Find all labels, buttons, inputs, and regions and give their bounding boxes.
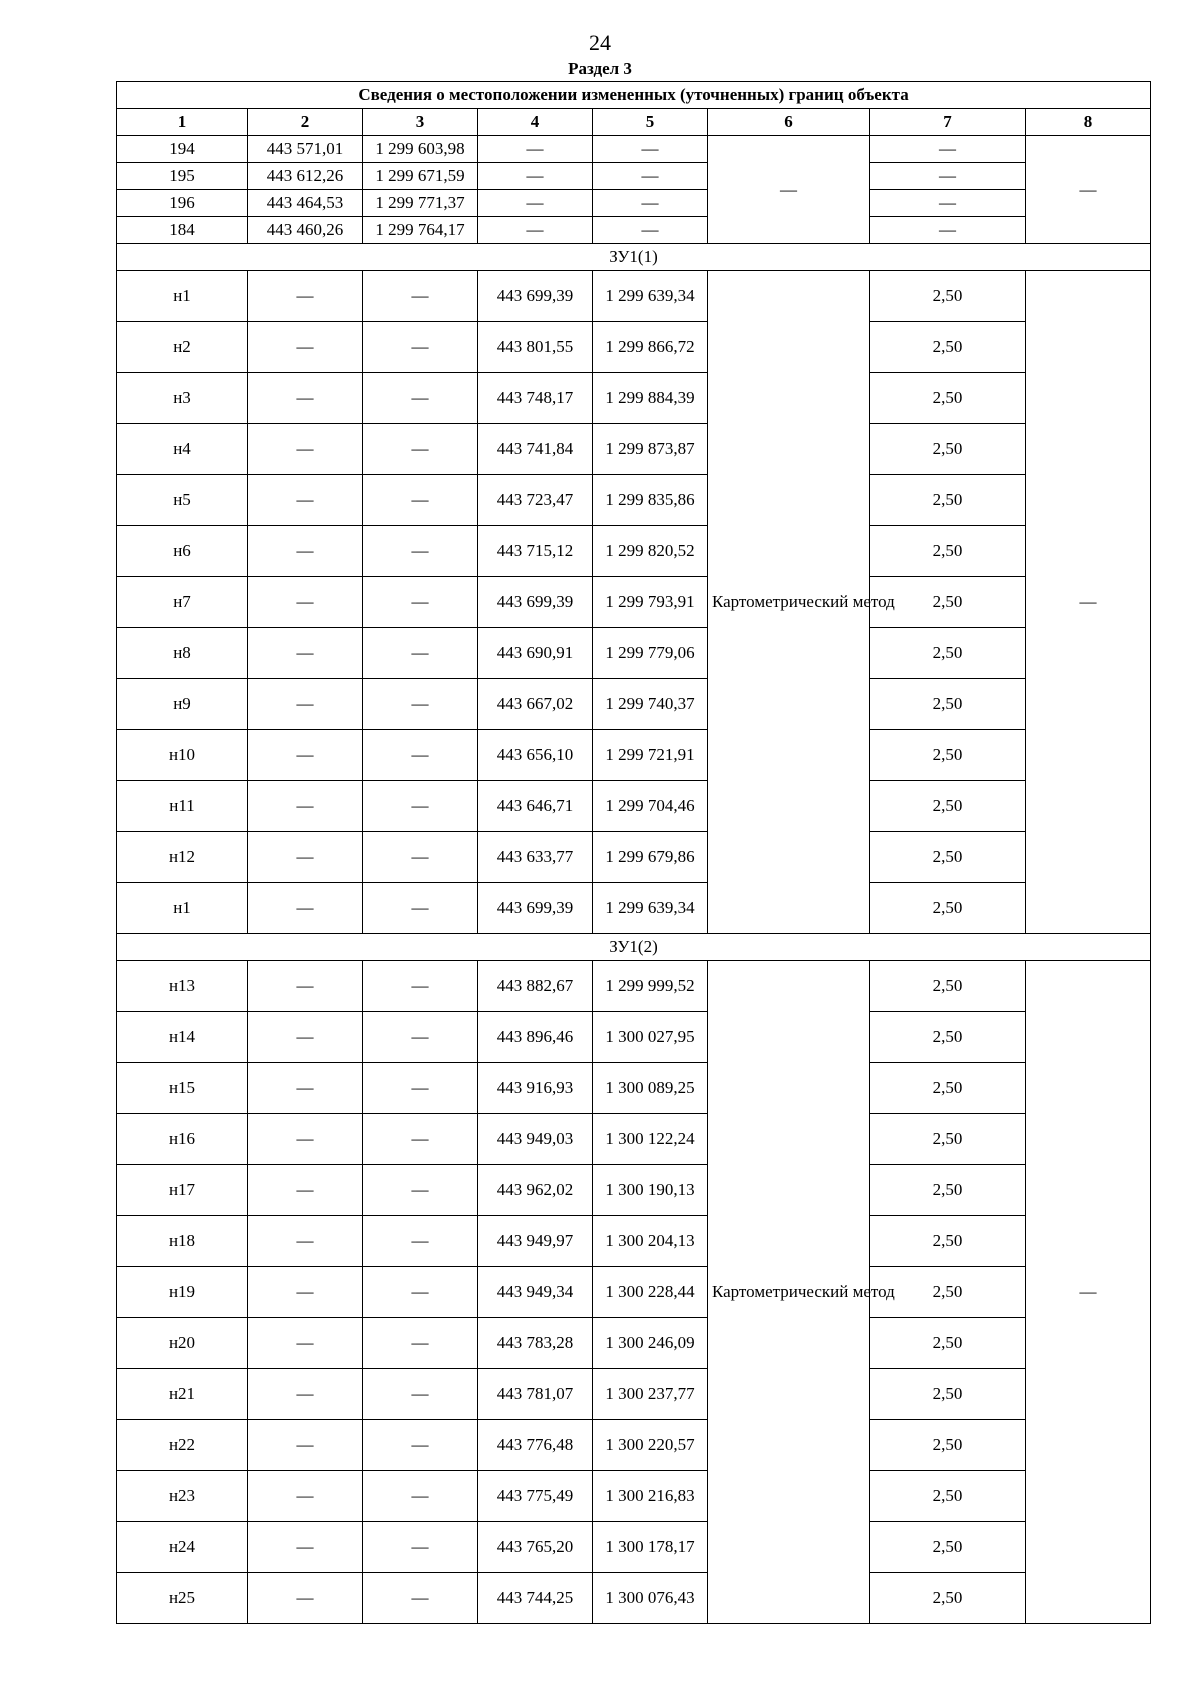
accuracy-value: 2,50	[870, 577, 1026, 628]
point-number: н11	[117, 781, 248, 832]
table-row	[117, 961, 1151, 1012]
x-new-value: 443 949,03	[478, 1114, 593, 1165]
table-row	[117, 217, 1151, 244]
y-old-value: —	[363, 271, 478, 322]
x-old-value: —	[248, 1165, 363, 1216]
table-caption: Сведения о местоположении измененных (уточненных) границ объекта	[117, 82, 1151, 109]
group-header-row	[117, 244, 1151, 271]
point-number: 194	[117, 136, 248, 163]
x-old-value: —	[248, 322, 363, 373]
y-old-value: 1 299 671,59	[363, 163, 478, 190]
y-new-value: 1 300 220,57	[593, 1420, 708, 1471]
table-row	[117, 1165, 1151, 1216]
table-row	[117, 1471, 1151, 1522]
column-number: 2	[248, 109, 363, 136]
point-number: н18	[117, 1216, 248, 1267]
accuracy-value: 2,50	[870, 961, 1026, 1012]
accuracy-value: —	[870, 163, 1026, 190]
accuracy-value: —	[870, 217, 1026, 244]
accuracy-value: 2,50	[870, 424, 1026, 475]
table-row	[117, 1420, 1151, 1471]
group-label: ЗУ1(2)	[117, 934, 1151, 961]
section-title: Раздел 3	[568, 59, 632, 78]
accuracy-value: 2,50	[870, 271, 1026, 322]
x-new-value: 443 744,25	[478, 1573, 593, 1624]
y-old-value: —	[363, 730, 478, 781]
table-row	[117, 832, 1151, 883]
y-new-value: 1 300 122,24	[593, 1114, 708, 1165]
y-new-value: 1 299 721,91	[593, 730, 708, 781]
point-number: н3	[117, 373, 248, 424]
accuracy-value: 2,50	[870, 1573, 1026, 1624]
column-number-row	[117, 109, 1151, 136]
x-new-value: 443 741,84	[478, 424, 593, 475]
x-new-value: 443 781,07	[478, 1369, 593, 1420]
y-old-value: —	[363, 1471, 478, 1522]
x-old-value: —	[248, 1471, 363, 1522]
y-new-value: 1 300 190,13	[593, 1165, 708, 1216]
y-old-value: —	[363, 1369, 478, 1420]
x-new-value: 443 656,10	[478, 730, 593, 781]
y-new-value: 1 300 228,44	[593, 1267, 708, 1318]
point-number: н1	[117, 883, 248, 934]
x-old-value: —	[248, 781, 363, 832]
table-row	[117, 475, 1151, 526]
x-new-value: —	[478, 136, 593, 163]
y-new-value: 1 299 999,52	[593, 961, 708, 1012]
x-old-value: —	[248, 1420, 363, 1471]
y-old-value: —	[363, 961, 478, 1012]
table-row	[117, 1369, 1151, 1420]
x-new-value: 443 949,34	[478, 1267, 593, 1318]
x-new-value: 443 723,47	[478, 475, 593, 526]
accuracy-value: 2,50	[870, 628, 1026, 679]
point-number: 184	[117, 217, 248, 244]
group-label: ЗУ1(1)	[117, 244, 1151, 271]
table-row	[117, 1267, 1151, 1318]
y-new-value: —	[593, 136, 708, 163]
x-old-value: —	[248, 1114, 363, 1165]
y-new-value: 1 300 089,25	[593, 1063, 708, 1114]
y-new-value: 1 299 740,37	[593, 679, 708, 730]
y-new-value: 1 300 237,77	[593, 1369, 708, 1420]
description-cell: —	[1026, 271, 1151, 934]
x-old-value: —	[248, 1063, 363, 1114]
x-old-value: 443 460,26	[248, 217, 363, 244]
table-row	[117, 577, 1151, 628]
y-old-value: —	[363, 526, 478, 577]
y-new-value: 1 300 216,83	[593, 1471, 708, 1522]
y-new-value: 1 299 639,34	[593, 883, 708, 934]
point-number: н6	[117, 526, 248, 577]
page-number: 24	[589, 30, 611, 55]
point-number: н22	[117, 1420, 248, 1471]
point-number: н10	[117, 730, 248, 781]
point-number: н15	[117, 1063, 248, 1114]
accuracy-value: 2,50	[870, 1522, 1026, 1573]
accuracy-value: 2,50	[870, 373, 1026, 424]
x-new-value: 443 699,39	[478, 883, 593, 934]
accuracy-value: 2,50	[870, 679, 1026, 730]
y-old-value: —	[363, 679, 478, 730]
x-new-value: 443 882,67	[478, 961, 593, 1012]
y-old-value: —	[363, 322, 478, 373]
column-number: 6	[708, 109, 870, 136]
x-old-value: —	[248, 526, 363, 577]
y-new-value: —	[593, 163, 708, 190]
y-new-value: 1 299 639,34	[593, 271, 708, 322]
accuracy-value: 2,50	[870, 526, 1026, 577]
accuracy-value: 2,50	[870, 1165, 1026, 1216]
method-cell: Картометрический метод	[708, 271, 870, 934]
x-old-value: 443 571,01	[248, 136, 363, 163]
x-new-value: 443 667,02	[478, 679, 593, 730]
method-cell: Картометрический метод	[708, 961, 870, 1624]
column-number: 4	[478, 109, 593, 136]
table-row	[117, 271, 1151, 322]
y-old-value: —	[363, 628, 478, 679]
x-old-value: —	[248, 679, 363, 730]
y-new-value: —	[593, 217, 708, 244]
boundary-coordinates-table	[116, 81, 1151, 1624]
y-old-value: 1 299 764,17	[363, 217, 478, 244]
x-new-value: 443 748,17	[478, 373, 593, 424]
y-old-value: —	[363, 1522, 478, 1573]
y-old-value: —	[363, 475, 478, 526]
accuracy-value: 2,50	[870, 1471, 1026, 1522]
x-old-value: —	[248, 1318, 363, 1369]
table-row	[117, 163, 1151, 190]
point-number: н17	[117, 1165, 248, 1216]
point-number: н12	[117, 832, 248, 883]
column-number: 5	[593, 109, 708, 136]
x-new-value: 443 783,28	[478, 1318, 593, 1369]
table-caption-row	[117, 82, 1151, 109]
y-old-value: 1 299 603,98	[363, 136, 478, 163]
accuracy-value: 2,50	[870, 1267, 1026, 1318]
accuracy-value: 2,50	[870, 1318, 1026, 1369]
point-number: н13	[117, 961, 248, 1012]
y-old-value: —	[363, 1267, 478, 1318]
table-row	[117, 424, 1151, 475]
point-number: н14	[117, 1012, 248, 1063]
y-new-value: 1 300 246,09	[593, 1318, 708, 1369]
table-row	[117, 883, 1151, 934]
table-row	[117, 136, 1151, 163]
table-row	[117, 1522, 1151, 1573]
accuracy-value: 2,50	[870, 1012, 1026, 1063]
x-old-value: —	[248, 475, 363, 526]
table-row	[117, 730, 1151, 781]
x-old-value: —	[248, 1012, 363, 1063]
x-old-value: —	[248, 1369, 363, 1420]
y-new-value: 1 299 679,86	[593, 832, 708, 883]
y-old-value: —	[363, 832, 478, 883]
x-new-value: 443 633,77	[478, 832, 593, 883]
y-new-value: 1 299 779,06	[593, 628, 708, 679]
description-cell: —	[1026, 136, 1151, 244]
accuracy-value: —	[870, 190, 1026, 217]
table-row	[117, 1216, 1151, 1267]
y-old-value: —	[363, 1216, 478, 1267]
accuracy-value: 2,50	[870, 1063, 1026, 1114]
accuracy-value: 2,50	[870, 475, 1026, 526]
x-new-value: —	[478, 190, 593, 217]
table-row	[117, 1012, 1151, 1063]
point-number: н23	[117, 1471, 248, 1522]
x-new-value: 443 916,93	[478, 1063, 593, 1114]
table-row	[117, 373, 1151, 424]
x-old-value: —	[248, 271, 363, 322]
y-new-value: 1 299 835,86	[593, 475, 708, 526]
y-new-value: 1 300 178,17	[593, 1522, 708, 1573]
point-number: н25	[117, 1573, 248, 1624]
x-old-value: 443 612,26	[248, 163, 363, 190]
x-old-value: —	[248, 1267, 363, 1318]
table-row	[117, 628, 1151, 679]
accuracy-value: —	[870, 136, 1026, 163]
y-new-value: —	[593, 190, 708, 217]
accuracy-value: 2,50	[870, 781, 1026, 832]
y-old-value: 1 299 771,37	[363, 190, 478, 217]
x-new-value: 443 949,97	[478, 1216, 593, 1267]
column-number: 8	[1026, 109, 1151, 136]
x-new-value: 443 690,91	[478, 628, 593, 679]
column-number: 1	[117, 109, 248, 136]
point-number: н7	[117, 577, 248, 628]
x-new-value: 443 699,39	[478, 271, 593, 322]
x-old-value: —	[248, 1216, 363, 1267]
x-new-value: 443 896,46	[478, 1012, 593, 1063]
y-old-value: —	[363, 1165, 478, 1216]
x-old-value: —	[248, 832, 363, 883]
accuracy-value: 2,50	[870, 730, 1026, 781]
point-number: н8	[117, 628, 248, 679]
column-number: 3	[363, 109, 478, 136]
y-old-value: —	[363, 577, 478, 628]
y-old-value: —	[363, 1420, 478, 1471]
point-number: н16	[117, 1114, 248, 1165]
x-new-value: 443 801,55	[478, 322, 593, 373]
point-number: 196	[117, 190, 248, 217]
y-old-value: —	[363, 1012, 478, 1063]
point-number: н21	[117, 1369, 248, 1420]
table-row	[117, 1573, 1151, 1624]
table-row	[117, 1114, 1151, 1165]
point-number: н1	[117, 271, 248, 322]
y-new-value: 1 299 820,52	[593, 526, 708, 577]
x-old-value: —	[248, 883, 363, 934]
x-new-value: 443 775,49	[478, 1471, 593, 1522]
x-new-value: 443 715,12	[478, 526, 593, 577]
x-new-value: 443 699,39	[478, 577, 593, 628]
method-cell: —	[708, 136, 870, 244]
x-new-value: 443 765,20	[478, 1522, 593, 1573]
accuracy-value: 2,50	[870, 1114, 1026, 1165]
point-number: н2	[117, 322, 248, 373]
table-row	[117, 781, 1151, 832]
x-old-value: —	[248, 1573, 363, 1624]
y-old-value: —	[363, 781, 478, 832]
point-number: н9	[117, 679, 248, 730]
table-row	[117, 679, 1151, 730]
accuracy-value: 2,50	[870, 1369, 1026, 1420]
x-old-value: —	[248, 730, 363, 781]
y-new-value: 1 299 866,72	[593, 322, 708, 373]
column-number: 7	[870, 109, 1026, 136]
y-new-value: 1 299 793,91	[593, 577, 708, 628]
x-old-value: —	[248, 961, 363, 1012]
y-old-value: —	[363, 1318, 478, 1369]
y-old-value: —	[363, 1114, 478, 1165]
x-old-value: —	[248, 577, 363, 628]
y-old-value: —	[363, 424, 478, 475]
y-new-value: 1 299 884,39	[593, 373, 708, 424]
y-old-value: —	[363, 1573, 478, 1624]
x-new-value: —	[478, 163, 593, 190]
table-row	[117, 1318, 1151, 1369]
x-old-value: —	[248, 628, 363, 679]
x-old-value: 443 464,53	[248, 190, 363, 217]
y-new-value: 1 299 704,46	[593, 781, 708, 832]
point-number: н19	[117, 1267, 248, 1318]
description-cell: —	[1026, 961, 1151, 1624]
x-old-value: —	[248, 373, 363, 424]
x-new-value: 443 776,48	[478, 1420, 593, 1471]
accuracy-value: 2,50	[870, 1216, 1026, 1267]
y-new-value: 1 300 204,13	[593, 1216, 708, 1267]
x-old-value: —	[248, 424, 363, 475]
accuracy-value: 2,50	[870, 1420, 1026, 1471]
point-number: 195	[117, 163, 248, 190]
table-row	[117, 526, 1151, 577]
y-old-value: —	[363, 1063, 478, 1114]
y-old-value: —	[363, 373, 478, 424]
y-new-value: 1 299 873,87	[593, 424, 708, 475]
x-old-value: —	[248, 1522, 363, 1573]
point-number: н24	[117, 1522, 248, 1573]
y-old-value: —	[363, 883, 478, 934]
y-new-value: 1 300 076,43	[593, 1573, 708, 1624]
accuracy-value: 2,50	[870, 883, 1026, 934]
x-new-value: 443 962,02	[478, 1165, 593, 1216]
x-new-value: —	[478, 217, 593, 244]
table-row	[117, 322, 1151, 373]
x-new-value: 443 646,71	[478, 781, 593, 832]
accuracy-value: 2,50	[870, 322, 1026, 373]
point-number: н4	[117, 424, 248, 475]
accuracy-value: 2,50	[870, 832, 1026, 883]
y-new-value: 1 300 027,95	[593, 1012, 708, 1063]
table-row	[117, 1063, 1151, 1114]
point-number: н5	[117, 475, 248, 526]
table-row	[117, 190, 1151, 217]
group-header-row	[117, 934, 1151, 961]
point-number: н20	[117, 1318, 248, 1369]
